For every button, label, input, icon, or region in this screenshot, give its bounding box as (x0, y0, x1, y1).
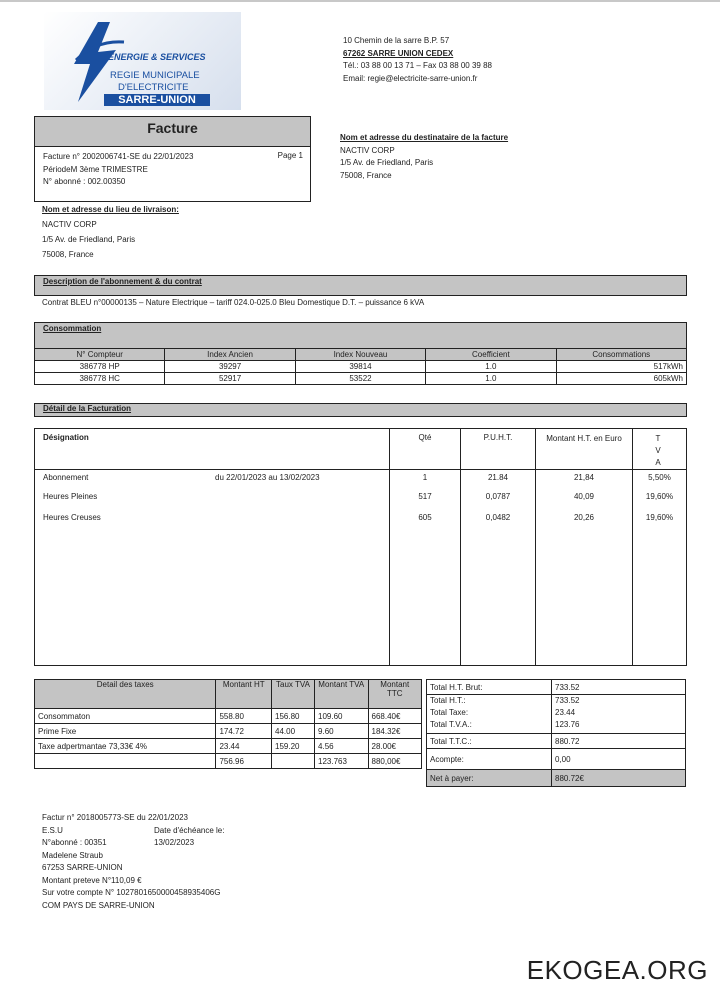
consumption-header (34, 322, 687, 349)
slip-due-label: Date d'échéance le: (154, 825, 225, 835)
invoice-title: Facture (35, 117, 310, 147)
row-qty: 1 (422, 473, 428, 482)
lightning-icon (66, 20, 126, 104)
logo-line4: SARRE-UNION (104, 94, 210, 106)
tax-header-row (35, 680, 422, 709)
slip-amount: Montant preteve N°110,09 € (42, 875, 142, 885)
row-amount: 21,84 (573, 473, 595, 482)
col-amount: Montant H.T. en Euro (546, 434, 622, 443)
invoice-period: PériodeM 3ème TRIMESTRE (43, 164, 148, 174)
slip-account: Sur votre compte N° 1027801650000458935406G (42, 888, 221, 897)
row-pu: 0,0787 (485, 492, 511, 501)
total-label: Total T.T.C.: (427, 734, 552, 749)
consumption-header-row (35, 349, 687, 361)
cell: Prime Fixe (35, 724, 216, 739)
slip-esu: E.S.U (42, 825, 63, 835)
delivery-name: NACTIV CORP (42, 220, 97, 229)
cell: 23.44 (216, 739, 272, 754)
col-index-ancien: Index Ancien (165, 349, 295, 361)
logo-line3: D'ELECTRICITE (118, 82, 189, 93)
totals-row (427, 680, 686, 695)
cell: 1.0 (426, 361, 556, 373)
total-label: Total H.T. Brut: (427, 680, 552, 695)
total-label: Total H.T.: (430, 696, 466, 705)
net-value: 880.72€ (552, 770, 686, 787)
table-row (35, 361, 687, 373)
col-index-nouveau: Index Nouveau (295, 349, 425, 361)
table-row (35, 709, 422, 724)
cell: Consommaton (35, 709, 216, 724)
total-label-group (427, 695, 552, 734)
row-qty: 605 (418, 513, 432, 522)
table-row (35, 373, 687, 385)
company-logo (44, 12, 241, 110)
page-number: Page 1 (277, 151, 303, 160)
contract-header (34, 275, 687, 296)
total-value-group (552, 695, 686, 734)
cell: 1.0 (426, 373, 556, 385)
row-label: Abonnement (43, 473, 89, 482)
total-value: 880.72 (552, 734, 686, 749)
divider (460, 429, 461, 665)
total-label: Acompte: (427, 749, 552, 770)
divider (35, 469, 686, 470)
contract-text: Contrat BLEU n°00000135 – Nature Electrique – tariff 024.0-025.0 Bleu Domestique D.T. – puissance 6 kVA (42, 298, 425, 307)
cell (35, 754, 216, 769)
watermark: EKOGEA.ORG (526, 955, 708, 985)
sender-address: 10 Chemin de la sarre B.P. 57 (343, 36, 450, 45)
recipient-block (340, 132, 508, 182)
consumption-table (34, 348, 687, 385)
recipient-name: NACTIV CORP (340, 145, 395, 155)
net-label: Net à payer: (427, 770, 552, 787)
total-label: Total T.V.A.: (430, 720, 472, 729)
invoice-subscriber: N° abonné : 002.00350 (43, 177, 126, 186)
row-amount: 40,09 (573, 492, 595, 501)
billing-header (34, 403, 687, 417)
net-to-pay-row (427, 770, 686, 787)
cell: 28.00€ (368, 739, 422, 754)
tax-table (34, 679, 422, 769)
tax-col-tva: Montant TVA (315, 680, 368, 709)
col-pu: P.U.H.T. (483, 433, 513, 442)
sender-phone: Tél.: 03 88 00 13 71 – Fax 03 88 00 39 88 (343, 61, 492, 70)
cell (272, 754, 315, 769)
cell: 123.763 (315, 754, 368, 769)
cell: 4.56 (315, 739, 368, 754)
cell: 52917 (165, 373, 295, 385)
delivery-city: 75008, France (42, 250, 94, 259)
tax-col-ht: Montant HT (216, 680, 272, 709)
cell: 558.80 (216, 709, 272, 724)
sender-city: 67262 SARRE UNION CEDEX (343, 48, 454, 58)
delivery-street: 1/5 Av. de Friedland, Paris (42, 235, 136, 244)
col-designation: Désignation (43, 433, 89, 442)
slip-subscriber: N°abonné : 00351 (42, 838, 107, 847)
slip-bank: COM PAYS DE SARRE-UNION (42, 900, 155, 910)
cell: 53522 (295, 373, 425, 385)
slip-name: Madelene Straub (42, 850, 103, 860)
slip-esu-row (42, 825, 342, 838)
invoice-details (43, 151, 303, 189)
col-qty: Qté (418, 433, 432, 442)
cell: 39814 (295, 361, 425, 373)
divider (535, 429, 536, 665)
tax-total-row (35, 754, 422, 769)
logo-line2: REGIE MUNICIPALE (110, 70, 200, 81)
sender-email: Email: regie@electricite-sarre-union.fr (343, 73, 478, 83)
totals-row (427, 695, 686, 734)
cell: 174.72 (216, 724, 272, 739)
total-value: 733.52 (555, 696, 580, 705)
totals-row (427, 749, 686, 770)
slip-invoice: Factur n° 2018005773-SE du 22/01/2023 (42, 813, 188, 822)
total-value: 23.44 (555, 708, 576, 717)
cell: 386778 HP (35, 361, 165, 373)
tax-col-taux: Taux TVA (272, 680, 315, 709)
totals-row (427, 734, 686, 749)
consumption-heading: Consommation (43, 324, 102, 333)
col-consommations: Consommations (556, 349, 686, 361)
row-tva: 19,60% (645, 492, 674, 501)
total-label: Total Taxe: (430, 708, 469, 717)
slip-city: 67253 SARRE-UNION (42, 863, 123, 872)
cell: 386778 HC (35, 373, 165, 385)
billing-heading: Détail de la Facturation (43, 404, 132, 413)
row-pu: 21.84 (487, 473, 509, 482)
table-row (35, 739, 422, 754)
top-border (0, 0, 720, 2)
cell: 756.96 (216, 754, 272, 769)
total-value: 0,00 (552, 749, 686, 770)
logo-line1: ENERGIE & SERVICES (108, 52, 206, 62)
invoice-number: Facture n° 2002006741-SE du 22/01/2023 (43, 152, 194, 161)
cell: 184.32€ (368, 724, 422, 739)
row-tva: 19,60% (645, 513, 674, 522)
payment-slip (42, 812, 342, 912)
row-pu: 0,0482 (485, 513, 511, 522)
invoice-box (34, 116, 311, 202)
tax-col-detail: Detail des taxes (35, 680, 216, 709)
cell: Taxe adpertmantae 73,33€ 4% (35, 739, 216, 754)
cell: 880,00€ (368, 754, 422, 769)
row-amount: 20,26 (573, 513, 595, 522)
billing-table (34, 428, 687, 666)
slip-due-date: 13/02/2023 (154, 838, 195, 847)
delivery-block (42, 203, 179, 262)
billing-row (35, 492, 686, 506)
cell: 39297 (165, 361, 295, 373)
col-compteur: N° Compteur (35, 349, 165, 361)
billing-row (35, 473, 686, 487)
row-period: du 22/01/2023 au 13/02/2023 (215, 473, 320, 482)
row-label: Heures Creuses (43, 513, 101, 522)
table-row (35, 724, 422, 739)
col-coefficient: Coefficient (426, 349, 556, 361)
row-qty: 517 (418, 492, 432, 501)
cell: 517kWh (556, 361, 686, 373)
divider (389, 429, 390, 665)
cell: 9.60 (315, 724, 368, 739)
total-value: 733.52 (552, 680, 686, 695)
sender-block (343, 35, 492, 85)
recipient-street: 1/5 Av. de Friedland, Paris (340, 158, 434, 167)
cell: 159.20 (272, 739, 315, 754)
total-value: 123.76 (555, 720, 580, 729)
contract-heading: Description de l'abonnement & du contrat (43, 277, 202, 286)
cell: 156.80 (272, 709, 315, 724)
row-tva: 5,50% (648, 473, 671, 482)
col-tva: T V A (655, 434, 661, 467)
slip-subscriber-row (42, 837, 342, 850)
recipient-city: 75008, France (340, 170, 392, 180)
delivery-heading: Nom et adresse du lieu de livraison: (42, 205, 179, 214)
tax-col-ttc: Montant TTC (368, 680, 422, 709)
cell: 44.00 (272, 724, 315, 739)
totals-table (426, 679, 686, 787)
billing-row (35, 513, 686, 527)
cell: 605kWh (556, 373, 686, 385)
row-label: Heures Pleines (43, 492, 98, 501)
cell: 109.60 (315, 709, 368, 724)
divider (632, 429, 633, 665)
recipient-heading: Nom et adresse du destinataire de la facture (340, 133, 509, 142)
cell: 668.40€ (368, 709, 422, 724)
